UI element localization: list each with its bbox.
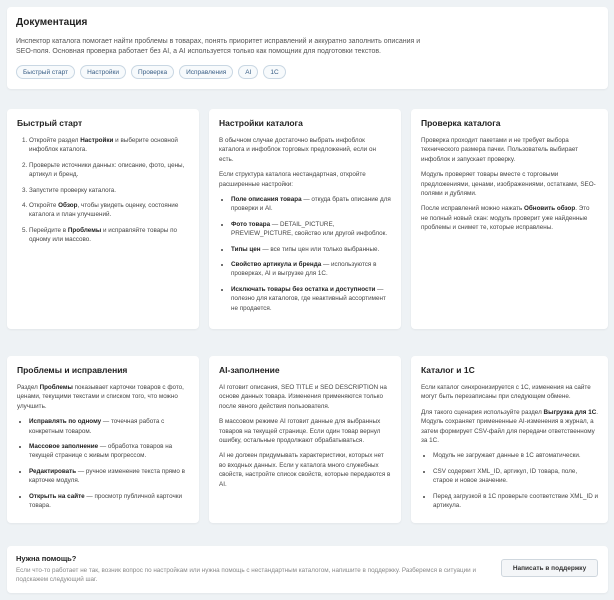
- list-item: • Типы цен — все типы цен или только выбранные.: [231, 245, 391, 254]
- list-item: • Модуль не загружает данные в 1С автоматически.: [433, 451, 598, 460]
- help-card: [7, 546, 608, 593]
- list-item: • Поле описания товара — откуда брать описание для проверки и AI.: [231, 195, 391, 214]
- ai-text: AI не должен придумывать характеристики, которых нет во входных данных. Если у каталога много служебных свойств, настройте список свойств, которые передаются в AI.: [219, 452, 391, 488]
- onec-text: Для такого сценария используйте раздел Выгрузка для 1С. Модуль сохраняет примененные AI-изменения в журнал, а затем формирует CSV-файл для передачи ответственному за 1С.: [421, 408, 598, 445]
- quick-start-title: Быстрый старт: [17, 118, 83, 128]
- check-text: Проверка проходит пакетами и не требует выбора технического размера пачки. Пользователь выбирает инфоблок и запускает проверку.: [421, 137, 579, 163]
- list-item: • Массовое заполнение — обработка товаров на текущей странице с живым прогрессом.: [29, 442, 189, 461]
- step-item: 5. Перейдите в Проблемы и исправляйте товары по одному или массово.: [29, 226, 189, 245]
- tag-quick-start[interactable]: Быстрый старт: [16, 65, 75, 79]
- settings-card: [209, 109, 401, 329]
- ai-title: AI-заполнение: [219, 365, 280, 375]
- list-item: • Исключать товары без остатка и доступности — полезно для каталогов, где неактивный ассортимент не продается.: [231, 285, 391, 313]
- check-text: Модуль проверяет товары вместе с торговыми предложениями, ценами, изображениями, остатками, SEO-полями и дублями.: [421, 171, 596, 198]
- check-card: [411, 109, 608, 329]
- page-title: Документация: [16, 17, 88, 28]
- tag-list: [16, 65, 599, 79]
- onec-title: Каталог и 1С: [421, 365, 475, 375]
- list-item: • Исправлять по одному — точечная работа с конкретным товаром.: [29, 417, 189, 436]
- help-text: Если что-то работает не так, возник вопрос по настройкам или нужна помощь с нестандартным каталогом, напишите в поддержку. Разберемся в ситуации и подскажем следующий шаг.: [16, 567, 476, 583]
- tag-ai[interactable]: AI: [238, 65, 258, 79]
- settings-title: Настройки каталога: [219, 118, 303, 128]
- onec-card: [411, 356, 608, 523]
- onec-text: Если каталог синхронизируется с 1С, изменения на сайте могут быть перезаписаны при следующем обмене.: [421, 384, 591, 401]
- tag-fixes[interactable]: Исправления: [179, 65, 233, 79]
- onec-list: [421, 451, 598, 510]
- list-item: • Перед загрузкой в 1С проверьте соответствие XML_ID и артикула.: [433, 492, 598, 511]
- tag-1c[interactable]: 1С: [263, 65, 285, 79]
- list-item: • Открыть на сайте — просмотр публичной карточки товара.: [29, 492, 189, 511]
- list-item: • Свойство артикула и бренда — используются в проверках, AI и выгрузке для 1С.: [231, 260, 391, 279]
- step-item: 4. Откройте Обзор, чтобы увидеть оценку, состояние каталога и план улучшений.: [29, 201, 189, 220]
- problems-text: Раздел Проблемы показывает карточки товаров с фото, ценами, текущими текстами и списком того, что можно улучшить.: [17, 384, 184, 410]
- settings-list: [219, 195, 391, 313]
- quick-start-card: [7, 109, 199, 329]
- problems-title: Проблемы и исправления: [17, 365, 128, 375]
- quick-start-steps: [17, 136, 189, 245]
- list-item: • CSV содержит XML_ID, артикул, ID товара, поле, старое и новое значение.: [433, 467, 598, 486]
- help-title: Нужна помощь?: [16, 554, 77, 563]
- list-item: • Фото товара — DETAIL_PICTURE, PREVIEW_PICTURE, свойство или другой инфоблок.: [231, 220, 391, 239]
- tag-check[interactable]: Проверка: [131, 65, 174, 79]
- ai-text: AI готовит описания, SEO TITLE и SEO DESCRIPTION на основе данных товара. Изменения применяются только после явного действия пользователя.: [219, 384, 387, 410]
- intro-description: Инспектор каталога помогает найти проблемы в товарах, понять приоритет исправлений и аккуратно заполнить описания и SEO-поля. Основная проверка работает без AI, а AI используется только как помощник для подготовки текстов.: [16, 38, 421, 55]
- step-item: 3. Запустите проверку каталога.: [29, 186, 189, 195]
- contact-support-button[interactable]: Написать в поддержку: [501, 559, 598, 577]
- ai-card: [209, 356, 401, 523]
- settings-text: Если структура каталога нестандартная, откройте расширенные настройки:: [219, 171, 366, 188]
- settings-text: В обычном случае достаточно выбрать инфоблок каталога и инфоблок торговых предложений, если он есть.: [219, 137, 376, 163]
- intro-card: [7, 7, 608, 89]
- problems-card: [7, 356, 199, 523]
- check-text: После исправлений можно нажать Обновить обзор. Это не полный новый скан: модуль проверит уже найденные проблемы и снимет те, которые исправлены.: [421, 205, 590, 232]
- list-item: • Редактировать — ручное изменение текста прямо в карточке модуля.: [29, 467, 189, 486]
- tag-settings[interactable]: Настройки: [80, 65, 126, 79]
- check-title: Проверка каталога: [421, 118, 501, 128]
- problems-list: [17, 417, 189, 510]
- step-item: 2. Проверьте источники данных: описание, фото, цены, артикул и бренд.: [29, 161, 189, 180]
- step-item: 1. Откройте раздел Настройки и выберите основной инфоблок каталога.: [29, 136, 189, 155]
- ai-text: В массовом режиме AI готовит данные для выбранных товаров на текущей странице. Если один товар вернул ошибку, остальные продолжают обрабатываться.: [219, 418, 381, 445]
